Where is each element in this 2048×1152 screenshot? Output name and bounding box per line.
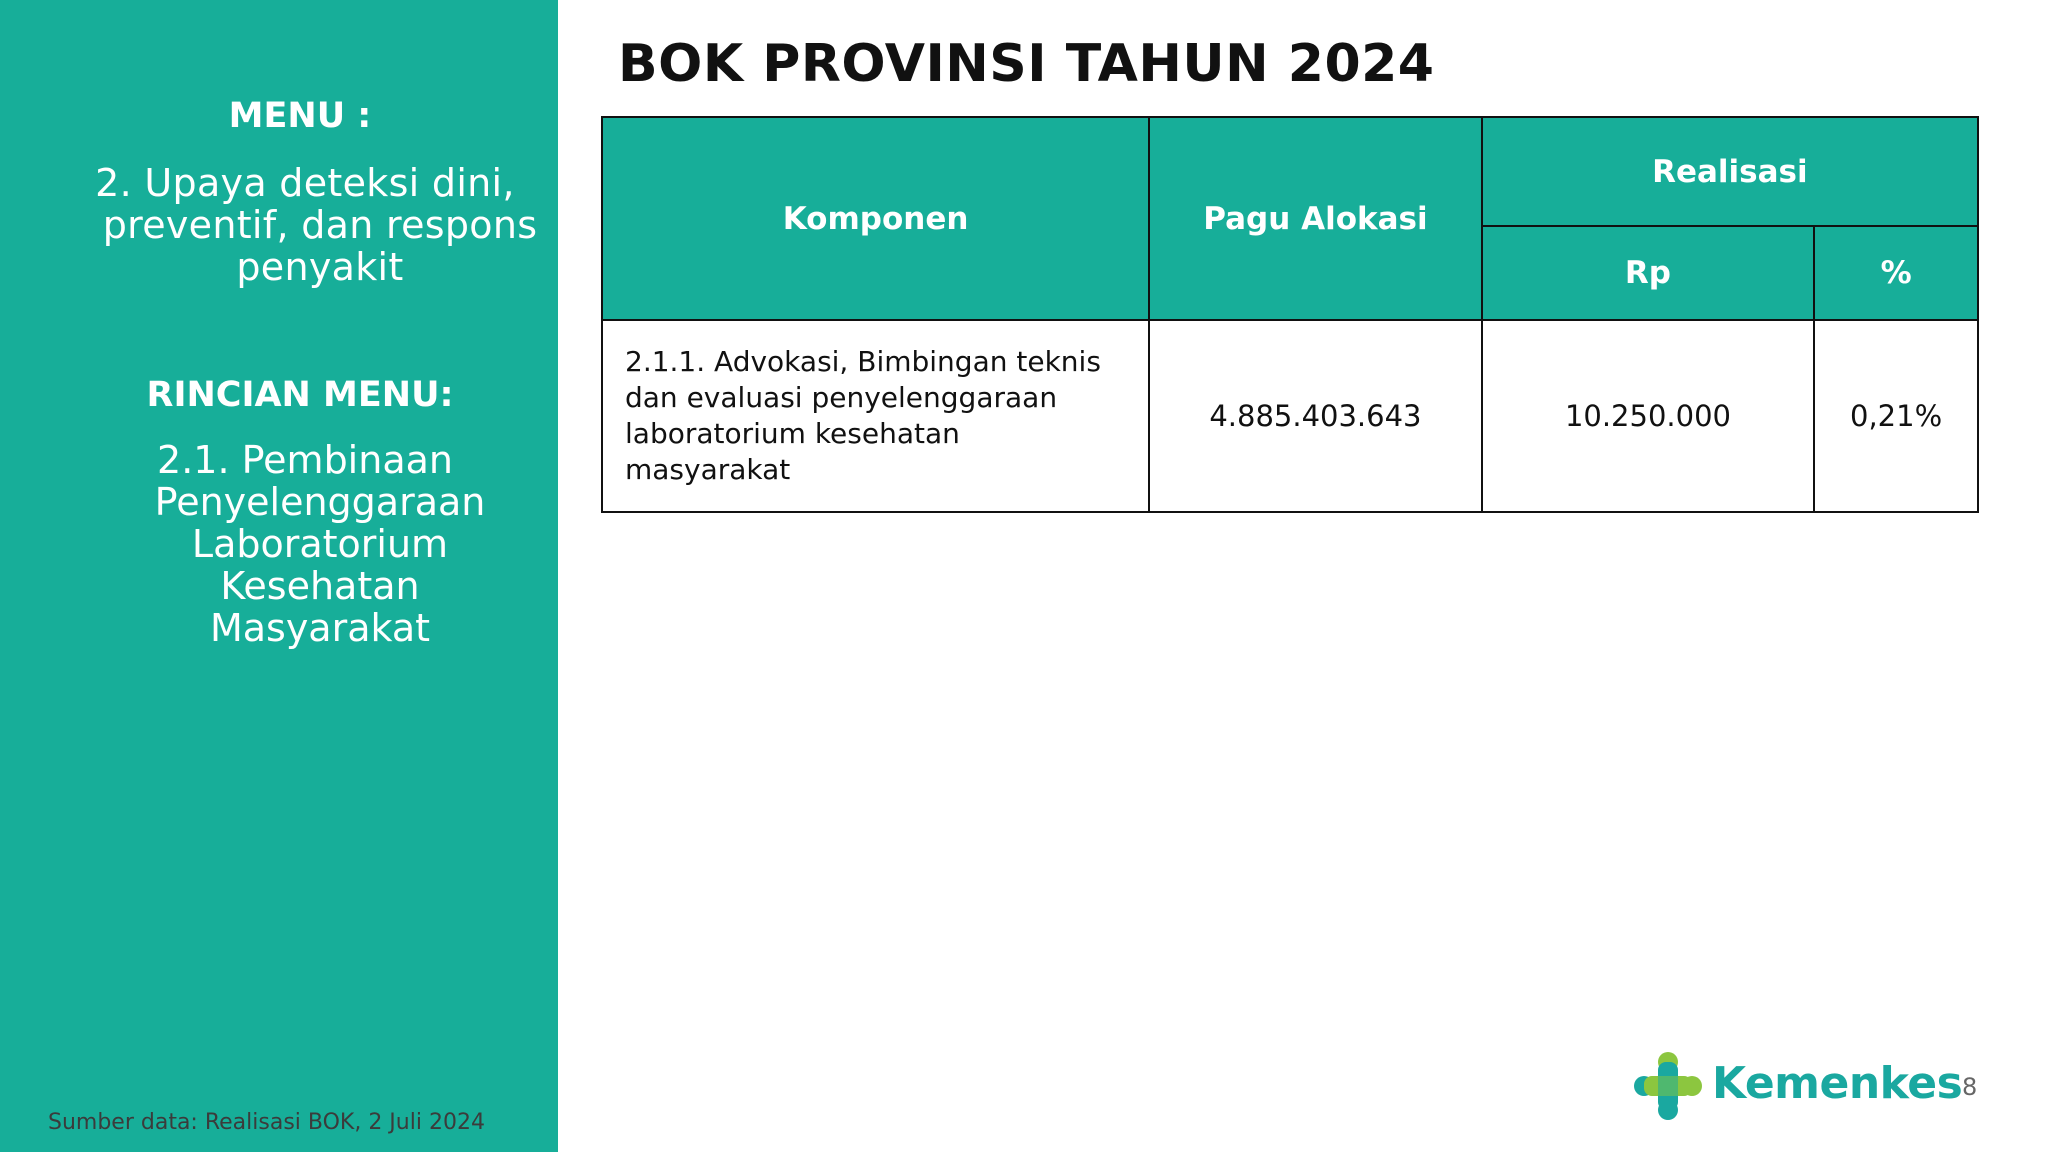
rincian-line: Penyelenggaraan — [154, 480, 486, 524]
menu-line: 2. Upaya deteksi dini, — [95, 161, 515, 205]
header-percent: % — [1814, 226, 1978, 320]
menu-line: preventif, dan respons — [102, 203, 538, 247]
rincian-line: Kesehatan — [220, 564, 420, 608]
komponen-line: dan evaluasi penyelenggaraan — [625, 381, 1058, 414]
rincian-line: Masyarakat — [209, 606, 431, 650]
komponen-line: masyarakat — [625, 453, 791, 486]
page-title: BOK PROVINSI TAHUN 2024 — [618, 34, 1435, 94]
rincian-line: Laboratorium — [191, 522, 449, 566]
komponen-line: 2.1.1. Advokasi, Bimbingan teknis — [625, 345, 1101, 378]
header-rp: Rp — [1482, 226, 1814, 320]
header-pagu-alokasi: Pagu Alokasi — [1149, 117, 1482, 320]
menu-line: penyakit — [236, 245, 404, 289]
menu-heading: MENU : — [228, 96, 372, 136]
table-header-row — [602, 117, 1978, 226]
source-note: Sumber data: Realisasi BOK, 2 Juli 2024 — [48, 1110, 485, 1135]
header-komponen: Komponen — [602, 117, 1149, 320]
header-realisasi: Realisasi — [1482, 117, 1978, 226]
kemenkes-logo — [1630, 1046, 1963, 1126]
page-number: 8 — [1962, 1073, 1978, 1101]
rincian-heading-block — [0, 374, 600, 416]
menu-text-block — [0, 162, 640, 288]
sidebar — [0, 0, 558, 1152]
budget-table — [601, 116, 1979, 513]
rincian-text-block — [0, 439, 640, 649]
komponen-line: laboratorium kesehatan — [625, 417, 960, 450]
kemenkes-logo-icon — [1632, 1050, 1704, 1122]
rincian-line: 2.1. Pembinaan — [157, 438, 453, 482]
table-row — [602, 320, 1978, 512]
cell-komponen — [602, 320, 1149, 512]
cell-pagu-alokasi: 4.885.403.643 — [1149, 320, 1482, 512]
kemenkes-logo-text: Kemenkes — [1712, 1058, 1963, 1109]
rincian-heading: RINCIAN MENU: — [146, 375, 454, 415]
cell-realisasi-rp: 10.250.000 — [1482, 320, 1814, 512]
cell-realisasi-percent: 0,21% — [1814, 320, 1978, 512]
menu-heading-block — [0, 95, 600, 137]
